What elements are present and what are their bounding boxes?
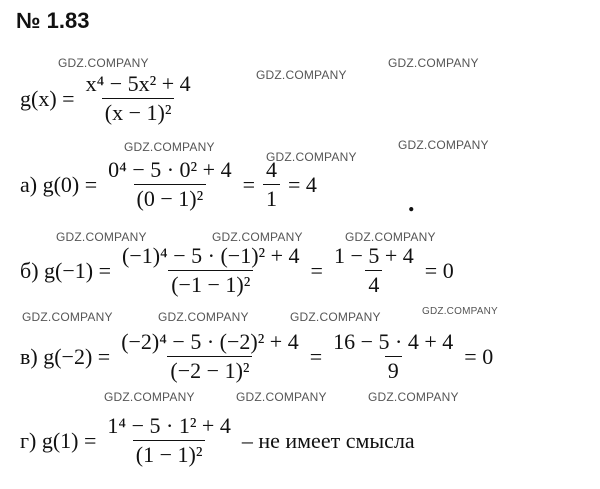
fraction-numerator: 4 [265,157,277,182]
watermark: GDZ.COMPANY [345,230,436,244]
result-text: – не имеет смысла [241,427,415,453]
watermark: GDZ.COMPANY [158,310,249,324]
line-lhs: г) g(1) = [20,427,97,453]
fraction [119,244,303,297]
result: = 0 [424,257,454,283]
watermark: GDZ.COMPANY [124,140,215,154]
line-lhs: а) g(0) = [20,171,98,197]
watermark: GDZ.COMPANY [22,310,113,324]
watermark: GDZ.COMPANY [256,68,347,82]
fraction [105,158,234,211]
definition-fraction [83,72,194,125]
watermark: GDZ.COMPANY [422,306,498,317]
watermark: GDZ.COMPANY [398,138,489,152]
function-definition [18,72,200,125]
fraction [104,414,233,467]
fraction-denominator: 1 [263,184,280,211]
problem-number: № 1.83 [16,8,90,33]
equals-sign: = [310,257,323,283]
fraction [331,244,417,297]
fraction [118,330,302,383]
solution-line-b [18,244,456,297]
equals-sign: = [309,343,323,369]
watermark: GDZ.COMPANY [266,150,357,164]
solution-line-v [18,330,495,383]
fraction-numerator: 0⁴ − 5 · 0² + 4 [108,157,232,182]
fraction-denominator: (−1 − 1)² [168,270,253,297]
watermark: GDZ.COMPANY [236,390,327,404]
result: = 0 [464,343,494,369]
fraction-numerator: 1⁴ − 5 · 1² + 4 [107,413,231,438]
fraction-denominator: 9 [385,356,402,383]
fraction-numerator: 1 − 5 + 4 [333,243,414,268]
equals-sign: = [242,171,255,197]
watermark: GDZ.COMPANY [58,56,149,70]
fraction-denominator: (0 − 1)² [134,184,207,211]
result: = 4 [287,171,317,197]
fraction [330,330,456,383]
fraction-numerator: (−2)⁴ − 5 · (−2)² + 4 [121,329,299,354]
fraction-denominator: (1 − 1)² [133,440,206,467]
fraction-numerator: (−1)⁴ − 5 · (−1)² + 4 [122,243,300,268]
fraction-denominator: (−2 − 1)² [167,356,252,383]
line-lhs: в) g(−2) = [20,343,111,369]
definition-lhs: g(x) = [20,85,75,111]
fraction-numerator: 16 − 5 · 4 + 4 [333,329,454,354]
fraction-numerator: x⁴ − 5x² + 4 [85,71,191,96]
line-lhs: б) g(−1) = [20,257,111,283]
solution-line-a [18,158,319,211]
watermark: GDZ.COMPANY [290,310,381,324]
watermark: GDZ.COMPANY [104,390,195,404]
watermark: GDZ.COMPANY [212,230,303,244]
watermark: GDZ.COMPANY [368,390,459,404]
fraction [263,158,280,211]
watermark: GDZ.COMPANY [56,230,147,244]
fraction-denominator: 4 [365,270,382,297]
stray-dot: . [408,188,415,217]
solution-line-g [18,414,417,467]
fraction-denominator: (x − 1)² [102,98,175,125]
watermark: GDZ.COMPANY [388,56,479,70]
